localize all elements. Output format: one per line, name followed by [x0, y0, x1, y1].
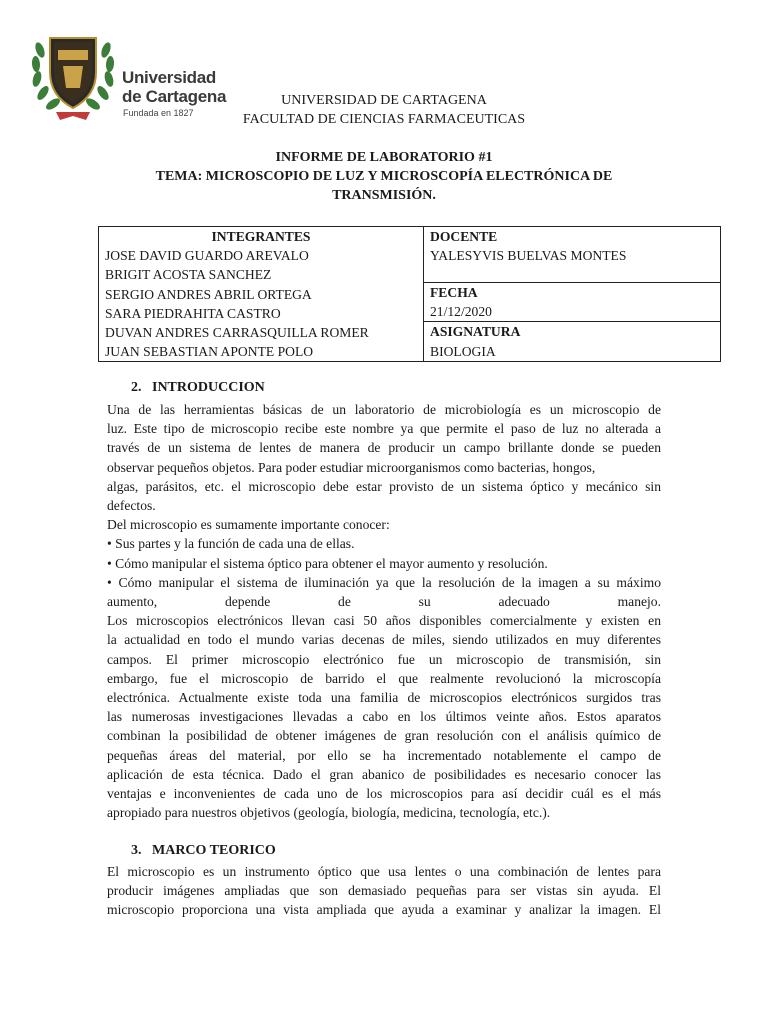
- text-line: producir imágenes ampliadas que son demasiado pequeñas para ser vistas sin ayuda. El: [107, 883, 661, 899]
- intro-heading: [131, 380, 265, 396]
- university-name: UNIVERSIDAD DE CARTAGENA: [281, 93, 487, 108]
- text-line: algas, parásitos, etc. el microscopio debe estar provisto de un sistema óptico y mecánico sin: [107, 478, 661, 494]
- intro-paragraph: [107, 400, 661, 822]
- bullet-item: • Cómo manipular el sistema óptico para obtener el mayor aumento y resolución.: [107, 555, 548, 571]
- text-line: apropiado para nuestros objetivos (geología, biología, medicina, tecnología, etc.).: [107, 805, 551, 821]
- member-name: DUVAN ANDRES CARRASQUILLA ROMER: [105, 325, 369, 341]
- text-line: las numerosas investigaciones llevadas a cabo en los últimos veinte años. Estos aparatos: [107, 709, 661, 725]
- info-table: [98, 226, 721, 362]
- text-line: luz. Este tipo de microscopio recibe este nombre ya que permite el paso de luz no alterada a: [107, 421, 661, 437]
- bullet-item: • Cómo manipular el sistema de iluminación ya que la resolución de la imagen a su máximo: [107, 574, 661, 590]
- member-name: SARA PIEDRAHITA CASTRO: [105, 305, 281, 321]
- date-value: 21/12/2020: [430, 304, 492, 320]
- text-line: combinan la posibilidad de obtener imágenes de gran resolución con el análisis químico de: [107, 728, 661, 744]
- members-cell: [99, 227, 424, 362]
- members-label: INTEGRANTES: [211, 229, 311, 244]
- text-line: electrónica. Actualmente existe toda una familia de microscopios electrónicos surgidos tras: [107, 690, 661, 706]
- logo-wordmark-line2: de Cartagena: [122, 87, 227, 106]
- faculty-name: FACULTAD DE CIENCIAS FARMACEUTICAS: [242, 112, 526, 127]
- marco-heading-text: MARCO TEORICO: [152, 843, 276, 858]
- text-line: embargo, fue el microscopio de barrido el que realmente revolucionó la microscopía: [107, 670, 661, 686]
- marco-paragraph: [107, 862, 661, 920]
- teacher-cell: [424, 227, 721, 283]
- logo-founded-text: Fundada en 1827: [123, 108, 194, 118]
- text-line: pequeñas áreas del material, por ello se ha incrementado notablemente el campo de: [107, 747, 661, 763]
- topic-line-2: TRANSMISIÓN.: [332, 188, 436, 203]
- text-line: campos. El primer microscopio electrónico fue un microscopio de transmisión, sin: [107, 651, 661, 667]
- text-line: defectos.: [107, 498, 156, 514]
- text-line: Los microscopios electrónicos llevan casi 50 años disponibles comercialmente y existen en: [107, 613, 661, 629]
- date-cell: [424, 283, 721, 322]
- marco-heading-number: 3.: [131, 843, 142, 858]
- text-line: ventajas e inconvenientes de cada uno de los microscopios para así decidir cuál es el más: [107, 786, 661, 802]
- teacher-label: DOCENTE: [430, 229, 498, 244]
- subject-cell: [424, 322, 721, 362]
- topic-line-1: TEMA: MICROSCOPIO DE LUZ Y MICROSCOPÍA ELECTRÓNICA DE: [155, 169, 613, 184]
- teacher-name: YALESYVIS BUELVAS MONTES: [430, 248, 627, 264]
- intro-heading-number: 2.: [131, 380, 142, 395]
- text-line: Del microscopio es sumamente importante conocer:: [107, 517, 390, 533]
- subject-value: BIOLOGIA: [430, 343, 496, 359]
- marco-heading: [131, 843, 276, 859]
- university-crest-icon: [28, 30, 118, 124]
- text-line: través de un sistema de lentes de manera de producir un campo brillante donde se pueden: [107, 440, 661, 456]
- text-line: Una de las herramientas básicas de un laboratorio de microbiología es un microscopio de: [107, 402, 661, 417]
- date-label: FECHA: [430, 285, 478, 300]
- member-name: BRIGIT ACOSTA SANCHEZ: [105, 267, 272, 283]
- text-line: observar pequeños objetos. Para poder estudiar microorganismos como bacterias, hongos,: [107, 459, 596, 475]
- subject-label: ASIGNATURA: [430, 324, 521, 340]
- bullet-item: • Sus partes y la función de cada una de ellas.: [107, 536, 355, 552]
- member-name: JOSE DAVID GUARDO AREVALO: [105, 248, 309, 264]
- report-title: INFORME DE LABORATORIO #1: [275, 150, 493, 165]
- text-line: la actualidad en todo el mundo varias decenas de miles, siendo utilizados en muy diferentes: [107, 632, 661, 648]
- intro-heading-text: INTRODUCCION: [152, 380, 265, 395]
- member-name: SERGIO ANDRES ABRIL ORTEGA: [105, 286, 312, 302]
- text-line: microscopio proporciona una vista ampliada que ayuda a examinar y analizar la imagen. El: [107, 902, 661, 918]
- member-name: JUAN SEBASTIAN APONTE POLO: [105, 344, 314, 360]
- logo-wordmark-line1: Universidad: [122, 68, 217, 87]
- text-line: aumento, depende de su adecuado manejo.: [107, 594, 661, 610]
- text-line: aplicación de esta técnica. Dado el gran abanico de posibilidades es necesario conocer las: [107, 766, 661, 782]
- text-line: El microscopio es un instrumento óptico que usa lentes o una combinación de lentes para: [107, 864, 661, 879]
